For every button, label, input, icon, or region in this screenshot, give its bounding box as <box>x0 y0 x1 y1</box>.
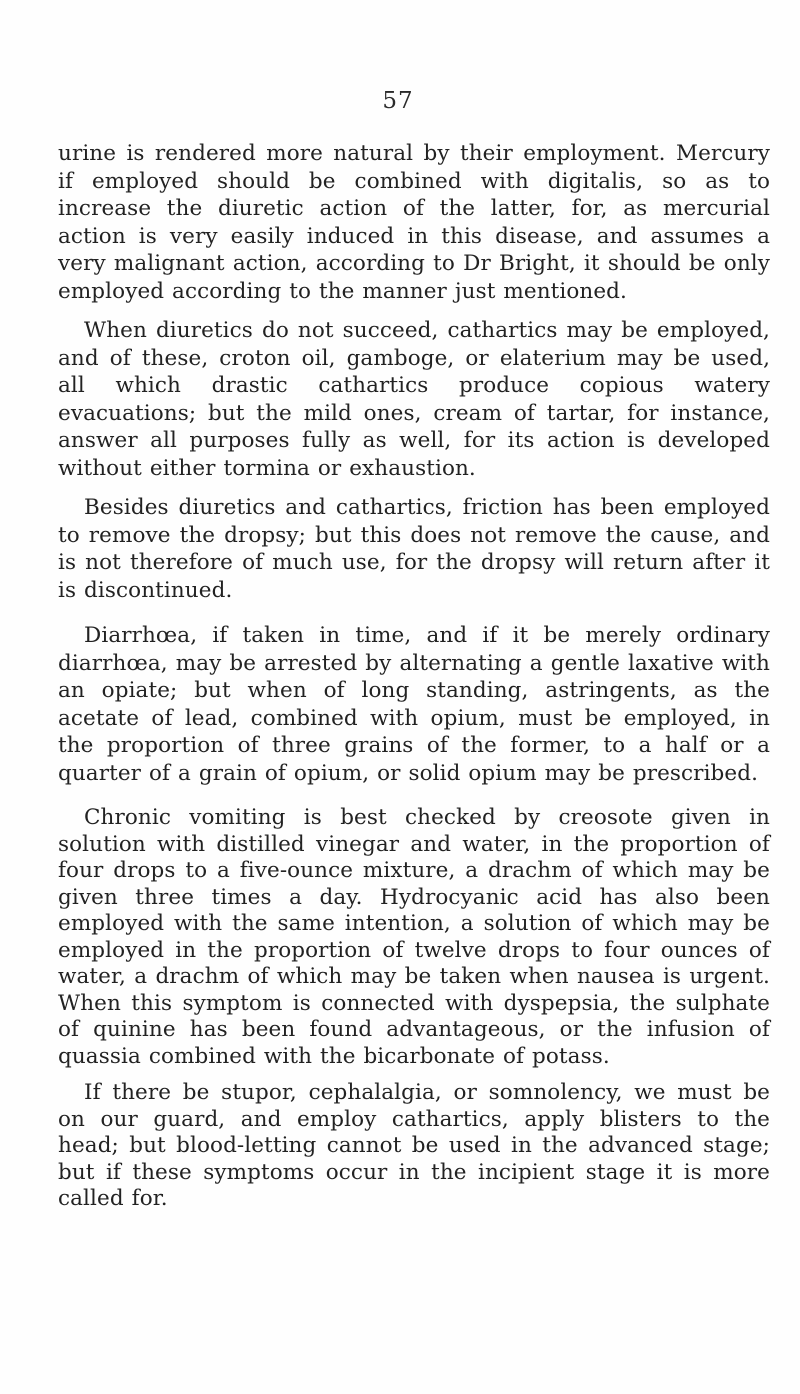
paragraph-stupor: If there be stupor, cephalalgia, or somnolency, we must be on our guard, and employ cathartics, apply blisters to the head; but blood-letting cannot be used in the advanced stage; but if these symptoms occur in the incipient stage it is more called for. <box>58 1080 770 1211</box>
paragraph-vomiting: Chronic vomiting is best checked by creosote given in solution with distilled vinegar and water, in the proportion of four drops to a five-ounce mixture, a drachm of which may be given three times a day. Hydrocyanic acid has also been employed with the same intention, a solution of which may be employed in the proportion of twelve drops to four ounces of water, a drachm of which may be taken when nausea is urgent. When this symptom is connected with dyspepsia, the sulphate of quinine has been found advantageous, or the infusion of quassia combined with the bicarbonate of potass. <box>58 805 770 1069</box>
paragraph-diarrhoea: Diarrhœa, if taken in time, and if it be merely ordinary diarrhœa, may be arrested by alternating a gentle laxative with an opiate; but when of long standing, astringents, as the acetate of lead, combined with opium, must be employed, in the proportion of three grains of the former, to a half or a quarter of a grain of opium, or solid opium may be prescribed. <box>58 623 770 786</box>
paragraph-friction: Besides diuretics and cathartics, friction has been employed to remove the dropsy; but this does not remove the cause, and is not therefore of much use, for the dropsy will return after it is discontinued. <box>58 495 770 603</box>
body-text <box>58 140 770 1223</box>
paragraph-mercury: urine is rendered more natural by their employment. Mercury if employed should be combined with digitalis, so as to increase the diuretic action of the latter, for, as mercurial action is very easily induced in this disease, and assumes a very malignant action, according to Dr Bright, it should be only employed according to the manner just mentioned. <box>58 141 770 304</box>
paragraph-cathartics: When diuretics do not succeed, cathartics may be employed, and of these, croton oil, gamboge, or elaterium may be used, all which drastic cathartics produce copious watery evacuations; but the mild ones, cream of tartar, for instance, answer all purposes fully as well, for its action is developed without either tormina or exhaustion. <box>58 318 770 481</box>
page-number: 57 <box>382 88 414 114</box>
